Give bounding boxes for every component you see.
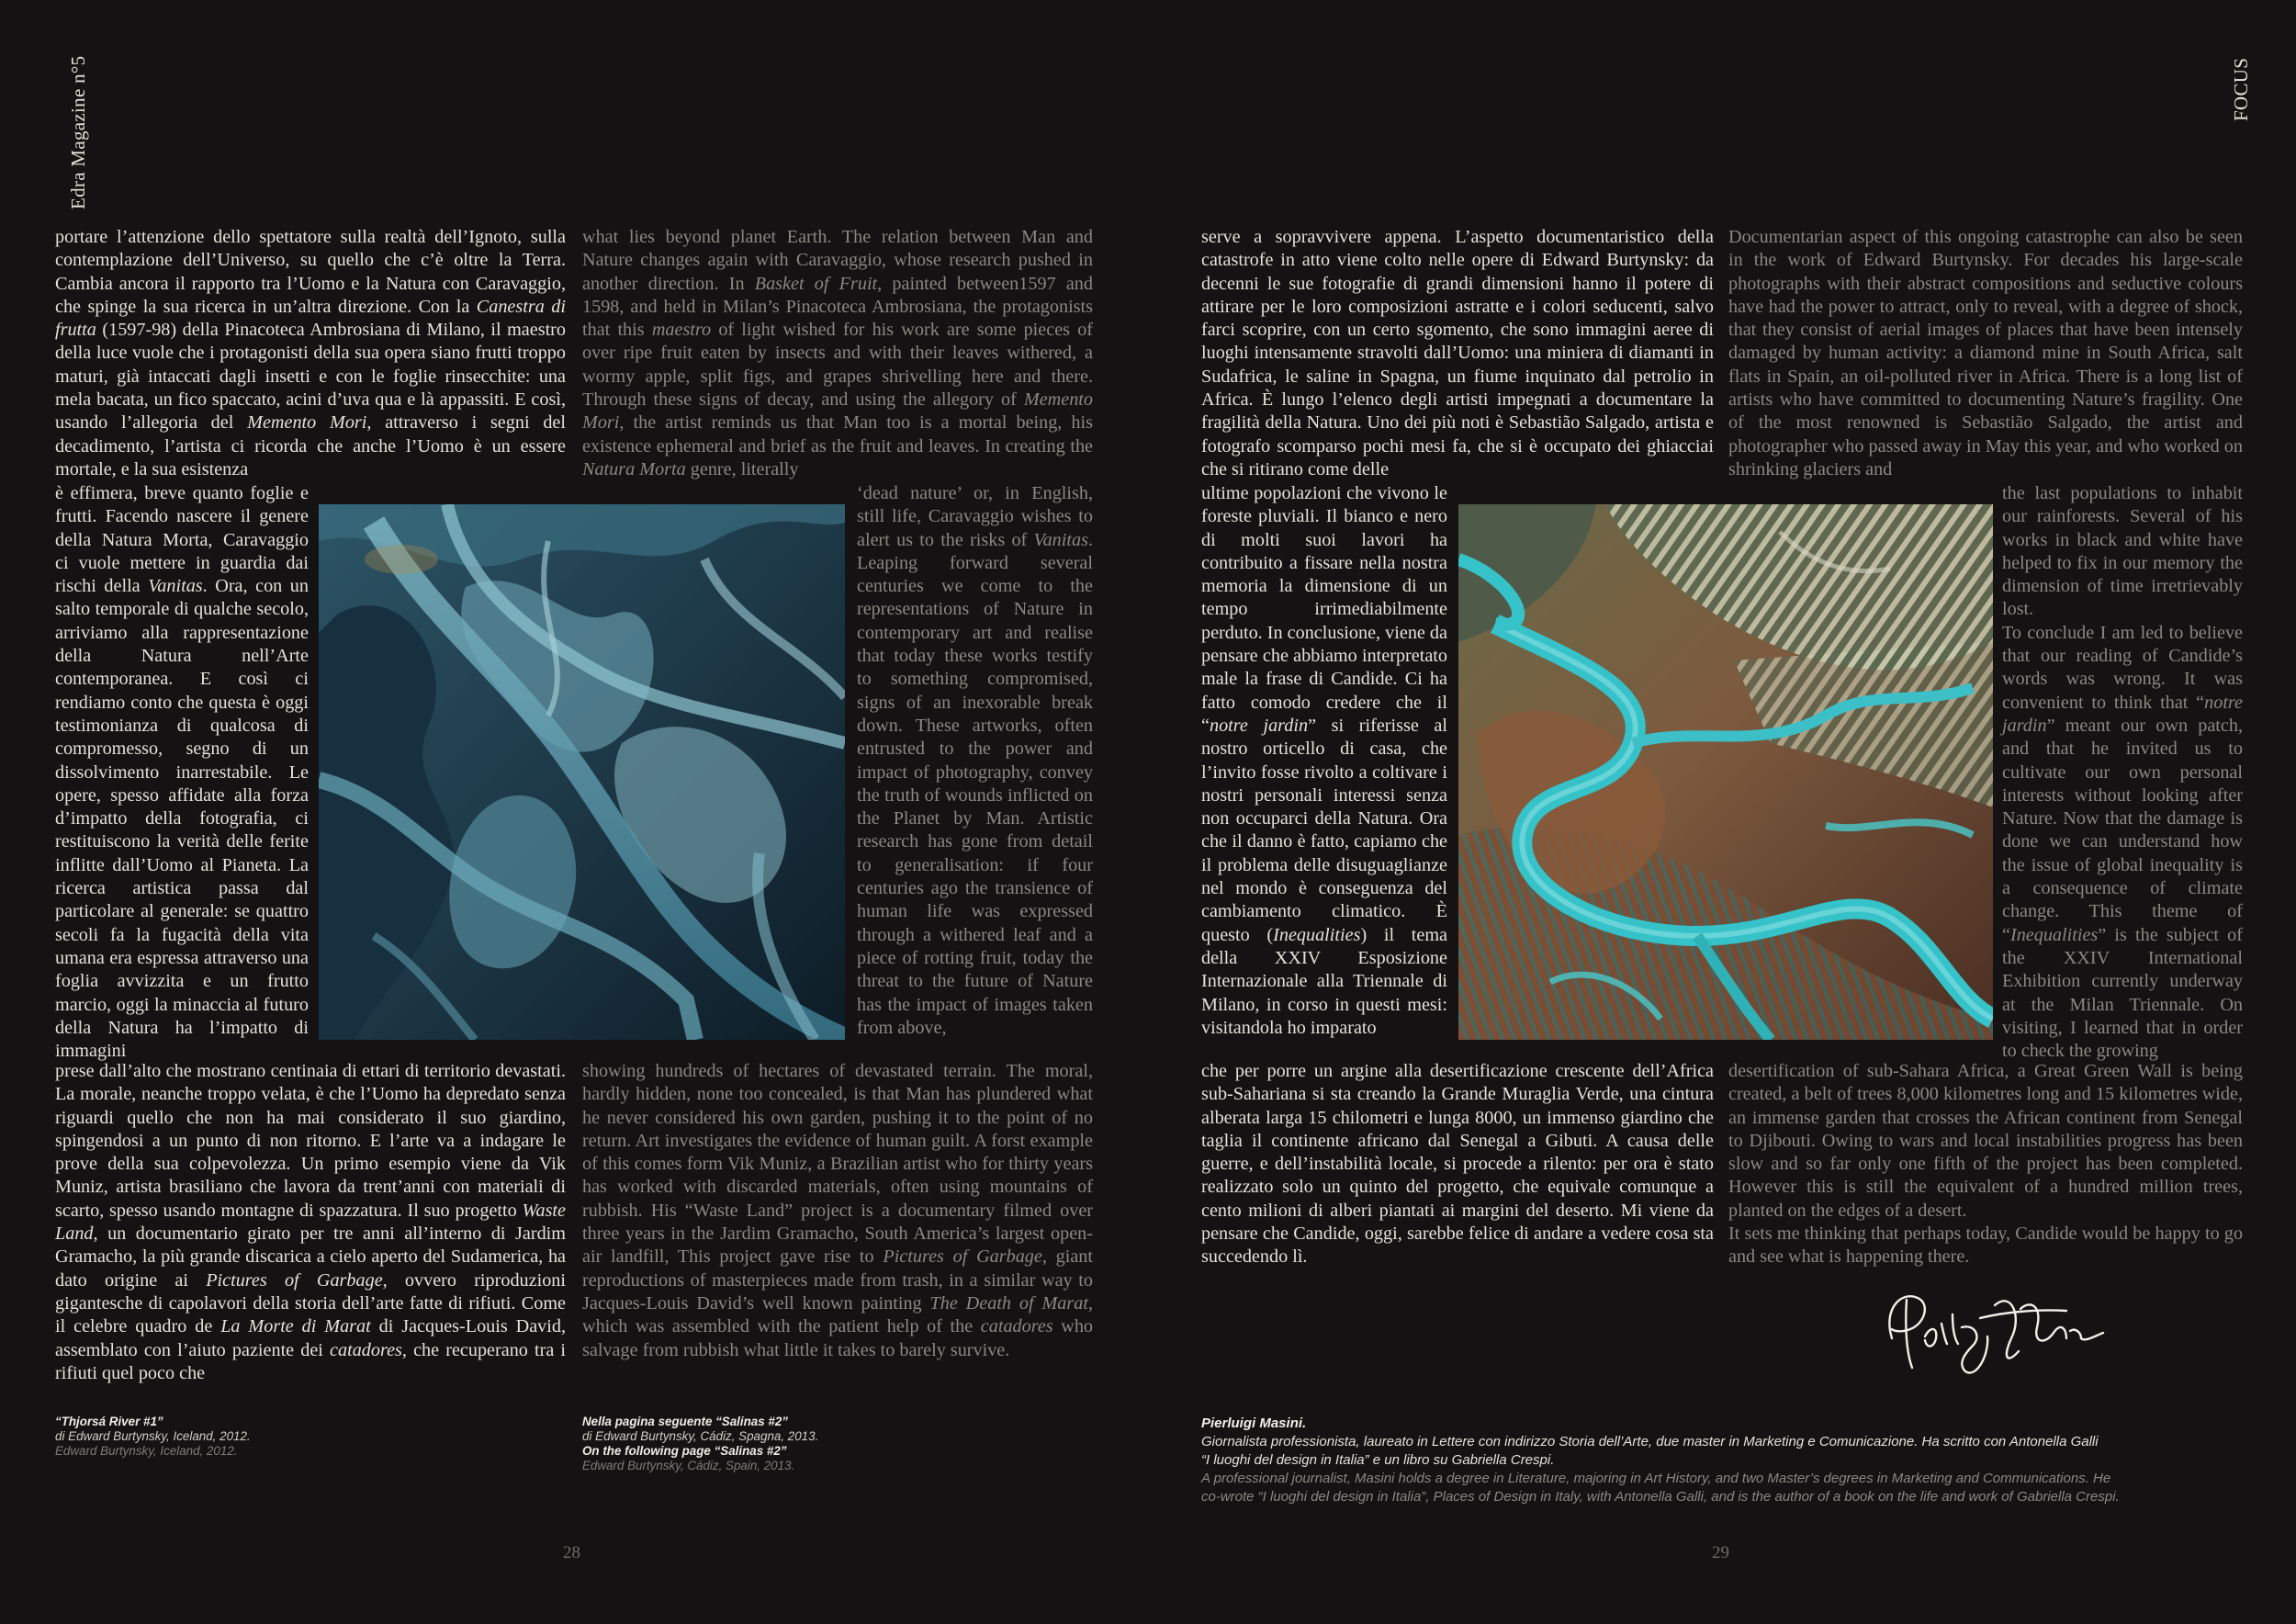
caption-salinas-it-title: Nella pagina seguente “Salinas #2”: [582, 1415, 789, 1428]
p29-english-top: Documentarian aspect of this ongoing catastrophe can also be seen in the work of Edward Burtynsky. For decades his large-scale photographs with their abstract compositions and seductive colours have had the power to attract, only to reveal, with a degree of shock, that they consist of aerial images of places that have been intensely damaged by human activity: a diamond mine in South Africa, salt flats in Spain, an oil-polluted river in Africa. There is a long list of artists who have committed to documenting Nature’s fragility. One of the most renowned is Sebastião Salgado, the artist and photographer who passed away in May this year, and who worked on shrinking glaciers and: [1728, 227, 2243, 479]
p29-english-side: the last populations to inhabit our rainforests. Several of his works in black and white have helped to fix in our memory the dimension of time irretrievably lost. To conclude I am led to believe that our reading of Candide’s words was wrong. It was convenient to think that “notre jardin” meant our own patch, and that he invited us to cultivate our own personal interests without looking after Nature. Now that the damage is done we can understand how the issue of global inequality is a consequence of climate change. This theme of “Inequalities” is the subject of the XXIV International Exhibition currently underway at the Milan Triennale. On visiting, I learned that in order to check the growing: [2002, 483, 2243, 1062]
caption-thjorsa-en: Edward Burtynsky, Iceland, 2012.: [55, 1444, 238, 1458]
caption-thjorsa-it: di Edward Burtynsky, Iceland, 2012.: [55, 1429, 251, 1443]
running-title-left: Edra Magazine n°5: [67, 55, 89, 209]
caption-salinas-en-title: On the following page “Salinas #2”: [582, 1444, 787, 1458]
page-number-right: 29: [1712, 1543, 1729, 1562]
author-name: Pierluigi Masini.: [1201, 1415, 1307, 1431]
bio-it-line2: “I luoghi del design in Italia” e un libro su Gabriella Crespi.: [1201, 1452, 1555, 1468]
p29-italian-side: ultime popolazioni che vivono le foreste pluviali. Il bianco e nero di molti suoi lavori ha contribuito a fissare nella nostra memoria la dimensione di un tempo irrimediabilmente perduto. In conclusione, viene da pensare che abbiamo interpretato male la frase di Candide. Ci ha fatto comodo credere che il “notre jardin” si riferisse al nostro orticello di casa, che l’invito fosse rivolto a coltivare i nostri personali interessi senza non occuparci della Natura. Ora che il danno è fatto, capiamo che il problema delle disuguaglianze nel mondo è conseguenza del cambiamento climatico. È questo (Inequalities) il tema della XXIV Esposizione Internazionale alla Triennale di Milano, in corso in questi mesi: visitandola ho imparato: [1201, 483, 1448, 1038]
photo-salinas: [1458, 504, 1993, 1040]
bio-en-line2: co-wrote “I luoghi del design in Italia”, Places of Design in Italy, with Antonella Galli, and is the author of a book on the life and work of Gabriella Crespi.: [1201, 1489, 2120, 1505]
p28-english-bottom: showing hundreds of hectares of devastated terrain. The moral, hardly hidden, none too concealed, is that Man has plundered what he never considered his own garden, pushing it to the point of no return. Art investigates the evidence of human guilt. A forst example of this comes form Vik Muniz, a Brazilian artist who for thirty years has worked with discarded materials, often using mountains of rubbish. His “Waste Land” project is a documentary filmed over three years in the Jardim Gramacho, South America’s largest open-air landfill, This project gave rise to Pictures of Garbage, giant reproductions of masterpieces made from trash, in a similar way to Jacques-Louis David’s well known painting The Death of Marat, which was assembled with the patient help of the catadores who salvage from rubbish what little it takes to barely survive.: [582, 1061, 1094, 1360]
caption-salinas-en: Edward Burtynsky, Cádiz, Spain, 2013.: [582, 1459, 795, 1472]
p28-english-side: ‘dead nature’ or, in English, still life, Caravaggio wishes to alert us to the risks of Vanitas. Leaping forward several centuries we come to the representations of Nature in contemporary art and realise that today these works testify to something compromised, signs of an inexorable break down. These artworks, often entrusted to the power and impact of photography, convey the truth of wounds inflicted on the Planet by Man. Artistic research has gone from detail to generalisation: if four centuries ago the transience of human life was expressed through a withered leaf and a piece of rotting fruit, today the threat to the future of Nature has the impact of images taken from above,: [857, 483, 1093, 1038]
p28-english-top: what lies beyond planet Earth. The relation between Man and Nature changes again with Caravaggio, whose research pushed in another direction. In Basket of Fruit, painted between1597 and 1598, and held in Milan’s Pinacoteca Ambrosiana, the protagonists that this maestro of light wished for his work are some pieces of over ripe fruit eaten by insects and with their leaves withered, a wormy apple, split figs, and grapes shrivelling here and there. Through these signs of decay, and using the allegory of Memento Mori, the artist reminds us that Man too is a mortal being, his existence ephemeral and brief as the fruit and leaves. In creating the Natura Morta genre, literally: [582, 227, 1094, 479]
p29-italian-top: serve a sopravvivere appena. L’aspetto documentaristico della catastrofe in atto viene colto nelle opere di Edward Burtynsky: da decenni le sue fotografie di grandi dimensioni hanno il potere di attirare per le loro composizioni astratte e i colori seducenti, salvo farci scoprire, con un certo sgomento, che sono immagini aeree di luoghi intensamente stravolti dall’Uomo: una miniera di diamanti in Sudafrica, le saline in Spagna, un fiume inquinato dal petrolio in Africa. È lungo l’elenco degli artisti impegnati a documentare la fragilità della Natura. Uno dei più noti è Sebastião Salgado, artista e fotografo scomparso pochi mesi fa, che si è occupato dei ghiacciai che si ritirano come delle: [1201, 227, 1714, 479]
caption-thjorsa: [55, 1415, 514, 1459]
caption-salinas-it: di Edward Burtynsky, Cádiz, Spagna, 2013.: [582, 1429, 819, 1443]
bio-en-line1: A professional journalist, Masini holds a degree in Literature, majoring in Art History, and two Master’s degrees in Marketing and Communications. He: [1201, 1471, 2111, 1486]
caption-salinas: [582, 1415, 1060, 1473]
running-title-right: FOCUS: [2230, 57, 2252, 121]
p29-english-bottom: desertification of sub-Sahara Africa, a Great Green Wall is being created, a belt of trees 8,000 kilometres long and 15 kilometres wide, an immense garden that crosses the African continent from Senegal to Djibouti. Owing to wars and local instabilities progress has been slow and so far only one fifth of the project has been completed. However this is still the equivalent of a hundred million trees, planted on the edges of a desert. It sets me thinking that perhaps today, Candide would be happy to go and see what is happening there.: [1728, 1061, 2243, 1268]
p28-italian-side: è effimera, breve quanto foglie e frutti. Facendo nascere il genere della Natura Morta, Caravaggio ci vuole mettere in guardia dai rischi della Vanitas. Ora, con un salto temporale di qualche secolo, arriviamo alla rappresentazione della Natura nell’Arte contemporanea. E così ci rendiamo conto che questa è oggi testimonianza di qualcosa di compromesso, segno di un dissolvimento inarrestabile. Le opere, spesso affidate alla forza d’impatto della fotografia, ci restituiscono la verità delle ferite inflitte dall’Uomo al Pianeta. La ricerca artistica passa dal particolare al generale: se quattro secoli fa la fugacità della vita umana era espressa attraverso una foglia avvizzita e un frutto marcio, oggi la minaccia al futuro della Natura ha l’impatto di immagini: [55, 483, 309, 1062]
p29-italian-bottom: che per porre un argine alla desertificazione crescente dell’Africa sub-Sahariana si sta creando la Grande Muraglia Verde, una cintura alberata larga 15 chilometri e lunga 8000, un immenso giardino che taglia il continente africano dal Senegal a Gibuti. A causa delle guerre, e dell’instabilità locale, si procede a rilento: per ora è stato realizzato solo un quinto del progetto, che equivale comunque a cento milioni di alberi piantati ai margini del deserto. Mi viene da pensare che Candide, oggi, sarebbe felice di andare a vedere cosa sta succedendo lì.: [1201, 1061, 1714, 1268]
photo-thjorsa-river: [319, 504, 845, 1040]
bio-it-line1: Giornalista professionista, laureato in Lettere con indirizzo Storia dell’Arte, due master in Marketing e Comunicazione. Ha scritto con Antonella Galli: [1201, 1434, 2099, 1449]
caption-thjorsa-title: “Thjorsá River #1”: [55, 1415, 163, 1428]
page-number-left: 28: [563, 1543, 580, 1562]
p28-italian-top: portare l’attenzione dello spettatore sulla realtà dell’Ignoto, sulla contemplazione dell’Universo, su quello che c’è oltre la Terra. Cambia ancora il rapporto tra l’Uomo e la Natura con Caravaggio, che spinge la sua ricerca in un’altra direzione. Con la Canestra di frutta (1597-98) della Pinacoteca Ambrosiana di Milano, il maestro della luce vuole che i protagonisti della sua opera siano frutti troppo maturi, già intaccati dagli insetti e con le foglie rinsecchite: una mela bacata, un fico spaccato, acini d’uva qua e là appassiti. E così, usando l’allegoria del Memento Mori, attraverso i segni del decadimento, l’artista ci ricorda che anche l’Uomo è un essere mortale, e la sua esistenza: [55, 227, 566, 479]
p28-italian-bottom: prese dall’alto che mostrano centinaia di ettari di territorio devastati. La morale, neanche troppo velata, è che l’Uomo ha depredato senza riguardi quello che non ha mai considerato il suo giardino, spingendosi a un punto di non ritorno. E l’arte va a indagare le prove della sua colpevolezza. Un primo esempio viene da Vik Muniz, artista brasiliano che lavora da trent’anni con materiali di scarto, spesso usando montagne di spazzatura. Il suo progetto Waste Land, un documentario girato per tre anni all’interno di Jardim Gramacho, la più grande discarica a cielo aperto del Sudamerica, ha dato origine ai Pictures of Garbage, ovvero riproduzioni gigantesche di capolavori della storia dell’arte fatte di rifiuti. Come il celebre quadro de La Morte di Marat di Jacques-Louis David, assemblato con l’aiuto paziente dei catadores, che recuperano tra i rifiuti quel poco che: [55, 1061, 567, 1383]
author-bio: [1201, 1415, 2248, 1506]
signature-icon: [1874, 1272, 2112, 1382]
